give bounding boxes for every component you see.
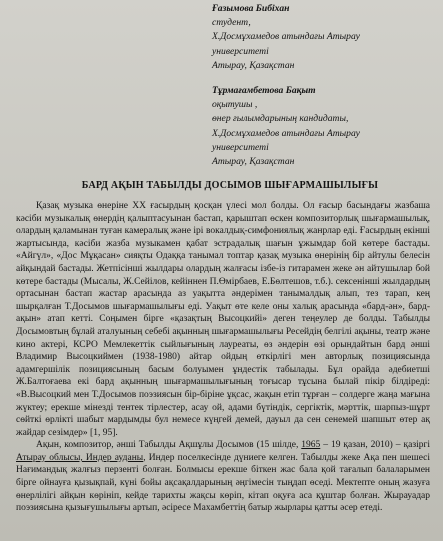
paragraph <box>16 439 430 515</box>
author-role: студент, <box>212 17 251 29</box>
author-affiliation: Х.Досмұхамедов атындағы Атырау <box>212 31 360 43</box>
paragraph-text: , Индер поселкесінде дүниеге келген. Табылды жеке Ақа пен шешесі Нағимандық жалғыз перзенті болған. Болмысы ерекше біткен жас бала қой тағалып балаларымен бірге ойнауға қызықпай, күні бойы ақсақалдарының әңгімесін тыңдап өседі. Мектепте оның жазуға өнерлілігі айқын көрініп, кейде тарихты жақсы көріп, кітап оқуға аса құштар болған. Жырауадар поэзиясына қызығушылығы артып, әсіресе Махамбеттің батыр жырлары қатты әсер етеді. <box>16 452 431 514</box>
author-location: Атырау, Қазақстан <box>212 59 295 71</box>
author-2 <box>212 84 417 169</box>
paragraph-text: Ақын, композитор, әнші Табылды Ақшұлы Досымов (15 шілде, <box>36 440 299 451</box>
year-link[interactable]: 1965 <box>301 440 321 451</box>
paragraph: Қазақ музыка өнеріне ХХ ғасырдың қосқан үлесі мол болды. Ол ғасыр басындағы жазбаша кәсіби музыкалық өнердің қалыптасуынан бастап, қарыштап өскен композиторлық шығармашылық, олардың қаламынан туған камералық және ірі вокалдық-симфониялық жанрлар еді. Ғасырдың екінші жартысында, кәсіби жазба музыкамен қабат эстрадалық шағын ұжымдар бой көтере бастады. «Айгүл», «Дос Мұқасан» сияқты Одаққа танымал топтар қазақ музыка өнерінің бір айтулы белесін айқындай бастады. Жетпісінші жылдары олардың жалғасы ізбе-із гитарамен жеке ән айтушылар бой көтере бастады (Мысалы, Ж.Сейілов, кейіннен П.Өмірбаев, Е.Бөлтешов, т.б.). сексенінші жылдардың ортасынан бастап жастар арасында аз уақытта әндерімен танымалдық алып, тез тарап, кең шырқалған Т.Досымов шығармашылығы еді. Уақыт өте келе оны халық арасында «бард-ән», бард-ақын» атап кетті. Соңымен бірге «қазақтың Высоцкийі» деген теңеулер де болды. Табылды Досымовтың бұлай аталуының себебі ақынның шығармашылығы Ресейдің белгілі ақыны, театр және кино актері, КСРО Мемлекеттік сыйлығының лауреаты, өз әндерін өзі орындайтын бард әнші Владимир Высоцкиймен (1938-1980) айтар ойдың өткірлігі мен авторлық позициясында адамгершілік позициясының басым болуымен ұндестік табылады. Бұл орайда әдебиетші Ж.Балтоғаева екі бард ақынның шығармашылығының тоғысар тұсына былай пікір білдіреді: «В.Высоцкий мен Т.Досымов поэзиясын бір-біріне ұқсас, жақын етіп тұрған – солдерге жаңа мағына жүктеу; ерекше мінезді тентек тірлестер, асау ой, адами бүтіндік, сергіктік, мәрттік, шарпыз-шұрт сөйткі өрлікті шабыт мардымды бул немесе күңгей демей, дауыл да сен сенемей шапшыт өтер ақ жайдар сезімдер» [1, 95]. <box>16 201 430 438</box>
author-degree: өнер ғылымдарының кандидаты, <box>212 113 349 125</box>
author-affiliation: университеті <box>212 45 269 57</box>
author-affiliation: Х.Досмұхамедов атындағы Атырау <box>212 127 360 139</box>
article-body <box>16 200 430 515</box>
author-name: Тұрмағамбетова Бақыт <box>212 85 316 97</box>
author-role: оқытушы , <box>212 99 258 111</box>
paragraph-text: – 19 қазан, 2010) – қазіргі <box>320 440 431 451</box>
article-title: БАРД АҚЫН ТАБЫЛДЫ ДОСЫМОВ ШЫҒАРМАШЫЛЫҒЫ <box>81 180 379 191</box>
place-link[interactable]: Атырау облысы, Индер ауданы <box>16 452 144 463</box>
author-name: Ғазымова Бибіхан <box>212 3 290 14</box>
author-location: Атырау, Қазақстан <box>212 156 295 168</box>
author-info <box>212 2 417 180</box>
author-affiliation: университеті <box>212 141 269 153</box>
author-1 <box>212 2 417 73</box>
